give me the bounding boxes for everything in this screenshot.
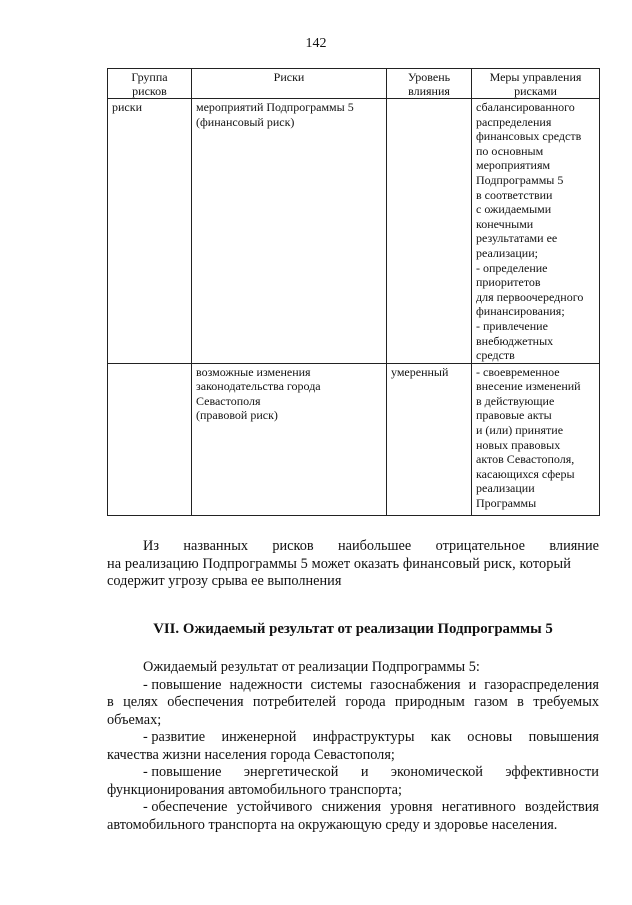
- cell-risk-group: [108, 99, 192, 364]
- word: и: [468, 676, 477, 693]
- word: и: [360, 764, 369, 780]
- text-line: мероприятий Подпрограммы 5: [196, 100, 354, 114]
- word: - повышение: [143, 764, 222, 780]
- text-line: законодательства города: [196, 379, 321, 394]
- justified-line: [107, 538, 599, 556]
- text-line: касающихся сферы: [476, 466, 575, 481]
- text-line: умеренный: [391, 364, 449, 379]
- table-row: [108, 99, 600, 364]
- word: системы: [310, 676, 363, 693]
- page-number: 142: [305, 36, 327, 51]
- text-line: в соответствии: [476, 187, 553, 202]
- word: в: [107, 694, 114, 710]
- text-line: и (или) принятие: [476, 423, 564, 438]
- expected-result-list: [107, 659, 599, 834]
- paragraph-line: качества жизни населения города Севастополя;: [107, 746, 395, 763]
- text-line: финансирования;: [476, 304, 565, 319]
- paragraph-line: содержит угрозу срыва ее выполнения: [107, 573, 342, 589]
- text-line: рисков: [132, 84, 167, 98]
- text-line: актов Севастополя,: [476, 452, 575, 467]
- text-line: (финансовый риск): [196, 114, 295, 129]
- result-intro: Ожидаемый результат от реализации Подпрограммы 5:: [143, 659, 480, 675]
- text-line: по основным: [476, 143, 544, 158]
- text-line: правовые акты: [476, 408, 552, 423]
- word: - развитие: [143, 729, 206, 745]
- word: газом: [474, 694, 508, 710]
- word: экономической: [390, 764, 483, 780]
- text-line: Риски: [273, 70, 305, 84]
- cell-measures: [472, 363, 600, 515]
- justified-line: [107, 764, 599, 782]
- table-row: [108, 363, 600, 515]
- text-line: новых правовых: [476, 437, 561, 452]
- text-line: Севастополя: [196, 393, 261, 408]
- text-line: мероприятиям: [476, 158, 551, 173]
- justified-line: [107, 799, 599, 817]
- word: названных: [183, 538, 248, 554]
- word: эффективности: [505, 764, 599, 780]
- text-line: рисками: [514, 84, 557, 98]
- text-line: для первоочередного: [476, 289, 584, 304]
- word: уровня: [390, 799, 433, 815]
- text-line: влияния: [408, 84, 450, 98]
- word: - повышение: [143, 676, 222, 693]
- word: энергетической: [243, 764, 339, 780]
- cell-impact-level: [387, 99, 472, 364]
- word: инженерной: [221, 729, 297, 745]
- text-line: результатами ее: [476, 231, 558, 246]
- risk-table: [107, 68, 600, 516]
- word: воздействия: [524, 799, 599, 815]
- text-line: с ожидаемыми: [476, 202, 552, 217]
- text-line: распределения: [476, 114, 552, 129]
- text-line: - определение: [476, 260, 548, 275]
- text-line: реализации: [476, 481, 535, 496]
- cell-risk: [192, 363, 387, 515]
- risk-conclusion-paragraph: [107, 538, 599, 591]
- text-line: Группа: [131, 70, 168, 84]
- text-line: Уровень: [407, 70, 451, 84]
- cell-measures: [472, 99, 600, 364]
- text-line: возможные изменения: [196, 364, 311, 379]
- word: инфраструктуры: [312, 729, 415, 745]
- word: газораспределения: [484, 676, 599, 693]
- text-line: Программы: [476, 496, 537, 511]
- paragraph-line: функционирования автомобильного транспорта;: [107, 781, 402, 798]
- word: в: [517, 694, 524, 710]
- text-line: сбалансированного: [476, 100, 575, 114]
- word: потребителей: [252, 694, 337, 710]
- word: снижения: [321, 799, 382, 815]
- word: негативного: [441, 799, 516, 815]
- header-risks: [192, 69, 387, 99]
- word: - обеспечение: [143, 799, 228, 815]
- cell-impact-level: [387, 363, 472, 515]
- word: Из: [143, 538, 159, 554]
- header-impact-level: [387, 69, 472, 99]
- text-line: (правовой риск): [196, 408, 278, 423]
- text-line: Меры управления: [489, 70, 582, 84]
- word: наибольшее: [337, 538, 412, 554]
- header-risk-measures: [472, 69, 600, 99]
- text-line: риски: [112, 100, 142, 114]
- text-line: средств: [476, 348, 515, 363]
- paragraph-line: объемах;: [107, 711, 162, 728]
- text-line: - привлечение: [476, 318, 548, 333]
- text-line: в действующие: [476, 393, 555, 408]
- cell-risk: [192, 99, 387, 364]
- text-line: внесение изменений: [476, 379, 581, 394]
- word: надежности: [229, 676, 303, 693]
- text-line: - своевременное: [476, 364, 560, 379]
- word: отрицательное: [435, 538, 525, 554]
- table-header-row: [108, 69, 600, 99]
- paragraph-line: на реализацию Подпрограммы 5 может оказать финансовый риск, который: [107, 555, 571, 572]
- justified-line: [107, 677, 599, 695]
- text-line: реализации;: [476, 245, 538, 260]
- paragraph-line: автомобильного транспорта на окружающую среду и здоровье населения.: [107, 816, 558, 833]
- text-line: конечными: [476, 216, 534, 231]
- word: повышения: [528, 729, 599, 745]
- justified-line: [107, 694, 599, 712]
- word: основы: [467, 729, 513, 745]
- justified-line: [107, 729, 599, 747]
- text-line: Подпрограммы 5: [476, 172, 564, 187]
- word: обеспечения: [167, 694, 244, 710]
- word: газоснабжения: [370, 676, 461, 693]
- word: природным: [394, 694, 465, 710]
- header-risk-group: [108, 69, 192, 99]
- text-line: приоритетов: [476, 275, 541, 290]
- word: целях: [123, 694, 158, 710]
- word: влияние: [549, 538, 599, 554]
- word: рисков: [272, 538, 314, 554]
- word: города: [345, 694, 386, 710]
- cell-risk-group: [108, 363, 192, 515]
- word: как: [430, 729, 451, 745]
- section-heading: VII. Ожидаемый результат от реализации Подпрограммы 5: [153, 621, 553, 637]
- word: требуемых: [533, 694, 599, 710]
- text-line: внебюджетных: [476, 333, 554, 348]
- word: устойчивого: [236, 799, 313, 815]
- text-line: финансовых средств: [476, 129, 582, 144]
